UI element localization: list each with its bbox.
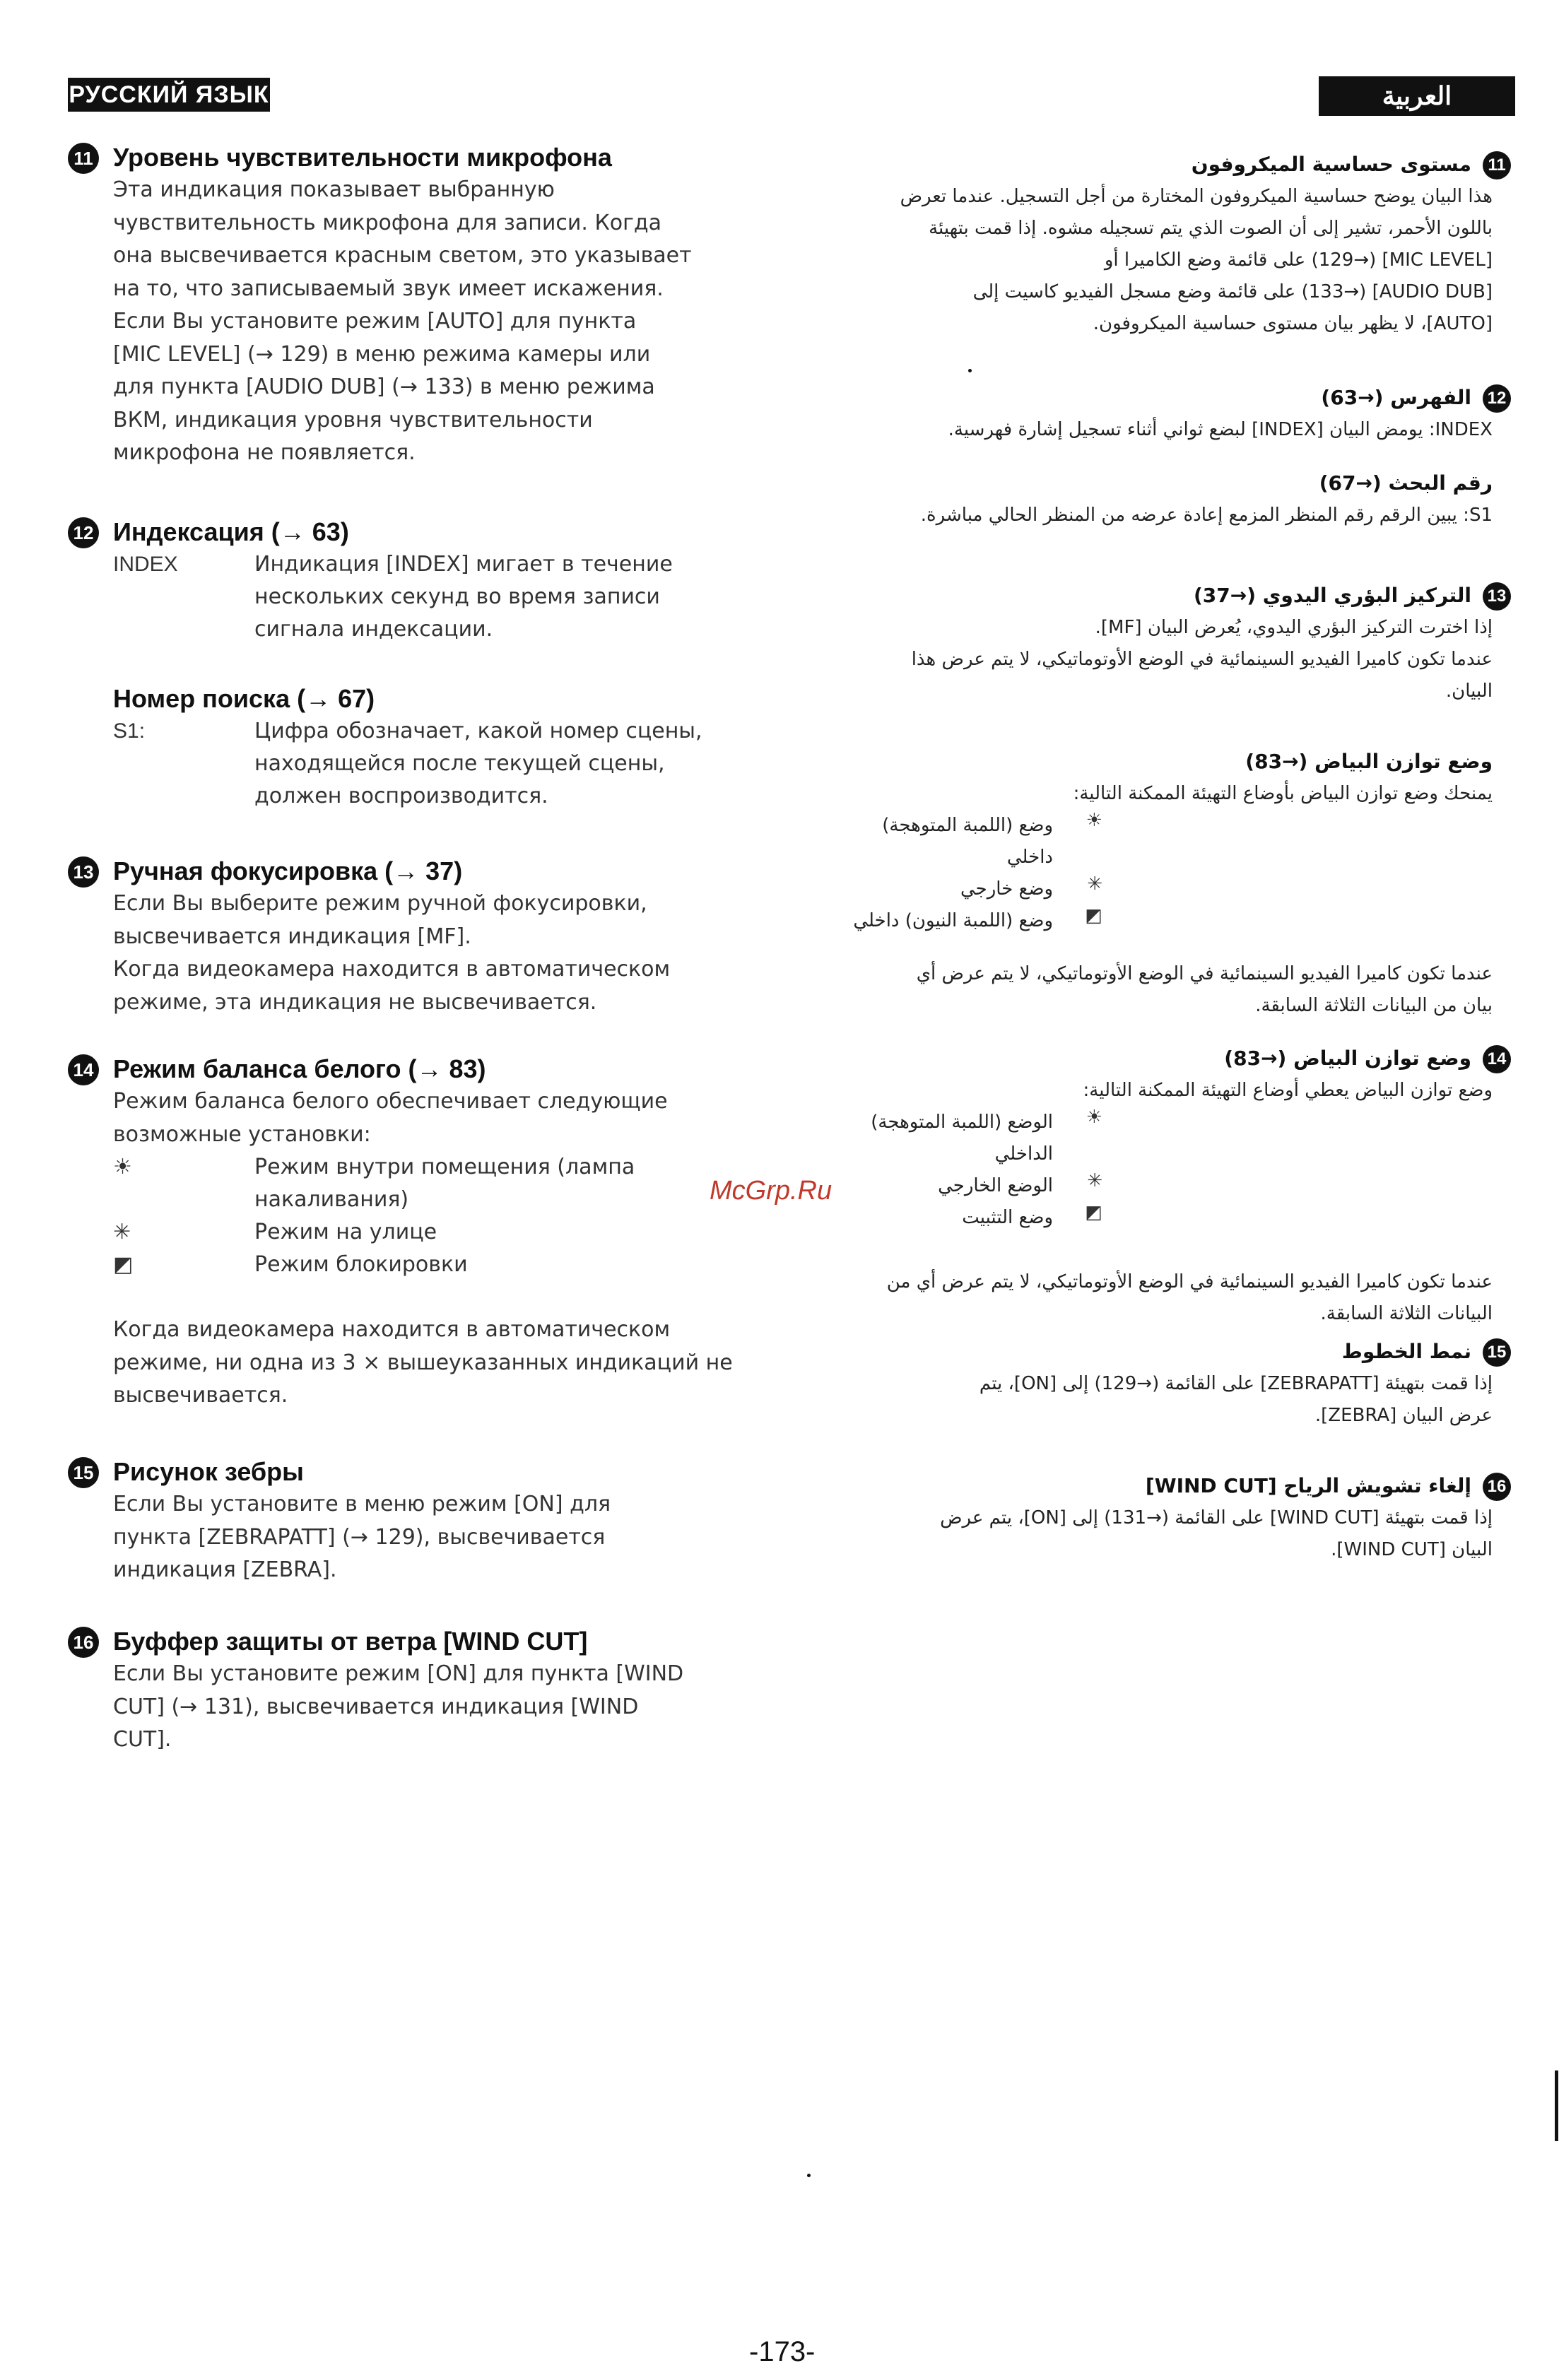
ru-heading-mic-level: Уровень чувствительности микрофона: [113, 143, 612, 172]
ar-wb-item: [841, 810, 1493, 873]
russian-language-tag: РУССКИЙ ЯЗЫК: [68, 78, 270, 112]
ar-line: [MIC LEVEL] (→129) على قائمة وضع الكاميرا أو: [1104, 249, 1493, 271]
ar-number-13: 13: [1483, 582, 1511, 611]
ar-line: [AUTO]، لا يظهر بيان مستوى حساسية الميكروفون.: [1093, 313, 1493, 334]
ar-wb-note: [841, 958, 1493, 1022]
arabic-language-tag: العربية: [1319, 76, 1515, 116]
ar-line: البيان.: [1445, 681, 1493, 702]
indoor-lamp-icon: ☀: [1086, 1107, 1102, 1128]
ru-line: чувствительность микрофона для записи. Когда: [113, 210, 661, 235]
ar-number-15: 15: [1483, 1338, 1511, 1367]
ru-heading-search-number: Номер поиска (→ 67): [113, 684, 375, 713]
ar-line: عندما تكون كاميرا الفيديو السينمائية في الوضع الأوتوماتيكي، لا يتم عرض هذا: [911, 649, 1493, 670]
ru-line: Если Вы выберите режим ручной фокусировки,: [113, 891, 647, 916]
ru-s1-key: S1:: [113, 719, 146, 743]
ar-s1-line: S1: يبين الرقم رقم المنظر المزمع إعادة عرضه من المنظر الحالي مباشرة.: [920, 505, 1493, 526]
ru-section-16: [68, 1625, 770, 1757]
outdoor-sun-icon: ✳: [1087, 1170, 1102, 1191]
ru-heading-white-balance: Режим баланса белого (→ 83): [113, 1054, 486, 1083]
ru-line: Эта индикация показывает выбранную: [113, 177, 555, 202]
ru-heading-wind-cut: Буффер защиты от ветра [WIND CUT]: [113, 1627, 588, 1656]
ar-line: عرض البيان [ZEBRA].: [1314, 1405, 1493, 1426]
ar-line: بيان من البيانات الثلاثة السابقة.: [1255, 995, 1493, 1016]
ru-line: CUT] (→ 131), высвечивается индикация [WIND: [113, 1694, 639, 1719]
outdoor-sun-icon: ✳: [1087, 873, 1102, 895]
ar-section-16: [841, 1470, 1507, 1566]
ar-wb-label: وضع (اللمبة المتوهجة) داخلي: [882, 815, 1053, 868]
ru-wb-item: [113, 1249, 763, 1281]
ar-line: إذا قمت بتهيئة [WIND CUT] على القائمة (→131) إلى [ON]، يتم عرض: [940, 1507, 1493, 1528]
watermark: McGrp.Ru: [710, 1176, 833, 1206]
ar-line: عندما تكون كاميرا الفيديو السينمائية في الوضع الأوتوماتيكي، لا يتم عرض أي من: [886, 1271, 1493, 1292]
ar-section-12: [841, 382, 1507, 531]
ar-line: إذا قمت بتهيئة [ZEBRAPATT] على القائمة (→129) إلى [ON]، يتم: [979, 1373, 1493, 1394]
ru-paragraph: [113, 1658, 770, 1757]
ru-line: индикация [ZEBRA].: [113, 1557, 337, 1582]
ar-wb2-item: [841, 1107, 1493, 1170]
ar-wb-item: [841, 905, 1493, 937]
ar-wb2-label: وضع التثبيت: [962, 1207, 1053, 1228]
ru-heading-zebra: Рисунок зебры: [113, 1457, 304, 1486]
ar-wb2-item: [841, 1170, 1493, 1202]
ru-line: Когда видеокамера находится в автоматическом: [113, 957, 671, 982]
ru-index-key: INDEX: [113, 553, 178, 576]
ar-line: باللون الأحمر، تشير إلى أن الصوت الذي يتم تسجيله مشوه. إذا قمت بتهيئة: [929, 218, 1493, 239]
ru-line: микрофона не появляется.: [113, 440, 416, 465]
ru-index-row: [113, 548, 749, 646]
ru-section-14: [68, 1053, 763, 1413]
ru-line: Если Вы установите в меню режим [ON] для: [113, 1492, 611, 1516]
ru-s1-value: Цифра обозначает, какой номер сцены, находящейся после текущей сцены, должен воспроизводится.: [254, 719, 702, 808]
ar-line: هذا البيان يوضح حساسية الميكروفون المختارة من أجل التسجيل. عندما تعرض: [900, 186, 1493, 207]
ar-wb-label: وضع (اللمبة النيون) داخلي: [853, 910, 1053, 931]
ru-line: Если Вы установите режим [ON] для пункта [WIND: [113, 1661, 684, 1686]
ru-section-13: [68, 855, 770, 1019]
ar-heading-index: الفهرس (→63): [1321, 386, 1471, 409]
ru-section-11: [68, 141, 770, 470]
ar-heading-zebra: نمط الخطوط: [1341, 1340, 1471, 1363]
ru-paragraph: [113, 1488, 770, 1587]
ru-line: пункта [ZEBRAPATT] (→ 129), высвечивается: [113, 1524, 606, 1550]
ar-section-14: [841, 1042, 1507, 1330]
ru-line: [MIC LEVEL] (→ 129) в меню режима камеры или: [113, 341, 651, 367]
ru-line: она высвечивается красным светом, это указывает: [113, 243, 692, 268]
ar-line: البيانات الثلاثة السابقة.: [1320, 1303, 1493, 1324]
ru-number-13: 13: [68, 856, 99, 888]
ru-heading-manual-focus: Ручная фокусировка (→ 37): [113, 856, 463, 885]
ru-wb-item: [113, 1216, 763, 1249]
ru-wb-item: [113, 1151, 763, 1216]
ru-paragraph: [113, 888, 770, 1019]
ru-heading-index: Индексация (→ 63): [113, 517, 349, 546]
ar-number-14: 14: [1483, 1045, 1511, 1073]
ru-number-16: 16: [68, 1627, 99, 1658]
ru-index-value: Индикация [INDEX] мигает в течение нескольких секунд во время записи сигнала индексации.: [254, 552, 673, 642]
page-number: -173-: [749, 2336, 816, 2367]
ar-line: عندما تكون كاميرا الفيديو السينمائية في الوضع الأوتوماتيكي، لا يتم عرض أي: [916, 963, 1493, 984]
ar-wb2-note: [841, 1266, 1493, 1330]
ru-line: ВКМ, индикация уровня чувствительности: [113, 407, 593, 432]
ar-heading-manual-focus: التركيز البؤري اليدوي (→37): [1193, 584, 1471, 607]
ar-wb2-item: [841, 1202, 1493, 1234]
ar-wb-section: [841, 746, 1493, 1022]
ar-section-11: [841, 148, 1506, 340]
ru-wb-intro: Режим баланса белого обеспечивает следующие возможные установки:: [113, 1089, 668, 1147]
ru-line: для пункта [AUDIO DUB] (→ 133) в меню режима: [113, 375, 655, 399]
ru-line: на то, что записываемый звук имеет искажения.: [113, 276, 664, 301]
fluorescent-lamp-icon: ◩: [1085, 905, 1102, 926]
ru-s1-row: [113, 715, 749, 813]
ru-number-15: 15: [68, 1457, 99, 1488]
ru-section-15: [68, 1456, 770, 1587]
scan-edge-mark: [1555, 2070, 1558, 2141]
ar-number-16: 16: [1483, 1473, 1511, 1501]
ar-number-11: 11: [1483, 151, 1511, 179]
ru-paragraph: [113, 174, 770, 470]
ar-heading-search-number: رقم البحث (→67): [1319, 471, 1493, 495]
ar-number-12: 12: [1483, 384, 1511, 413]
ar-line: [AUDIO DUB] (→133) على قائمة وضع مسجل الفيديو كاسيت إلى: [972, 281, 1493, 302]
scan-dot: [807, 2174, 811, 2177]
ru-line: CUT].: [113, 1727, 172, 1752]
indoor-lamp-icon: ☀: [113, 1155, 132, 1179]
ru-wb-note: Когда видеокамера находится в автоматическом режиме, ни одна из 3 × вышеуказанных индикаций не высвечивается.: [113, 1317, 733, 1408]
ar-wb-item: [841, 873, 1493, 905]
ru-number-12: 12: [68, 517, 99, 548]
ru-wb-label: Режим внутри помещения (лампа накаливания): [254, 1155, 635, 1212]
ar-heading-white-balance-2: وضع توازن البياض (→83): [1224, 1047, 1471, 1070]
ru-wb-label: Режим на улице: [254, 1220, 437, 1244]
ar-section-15: [841, 1336, 1507, 1432]
ar-wb2-label: الوضع الخارجي: [938, 1175, 1053, 1196]
ru-wb-label: Режим блокировки: [254, 1252, 468, 1277]
ru-line: высвечивается индикация [MF].: [113, 924, 471, 949]
ar-section-13: [841, 579, 1507, 707]
ru-number-11: 11: [68, 143, 99, 174]
hold-lock-icon: ◩: [113, 1253, 134, 1276]
ar-wb-label: وضع خارجي: [960, 878, 1053, 900]
ru-number-14: 14: [68, 1054, 99, 1085]
hold-lock-icon: ◩: [1085, 1202, 1102, 1223]
ar-line: البيان [WIND CUT].: [1331, 1539, 1493, 1560]
ar-heading-wind-cut: إلغاء تشويش الرياح [WIND CUT]: [1145, 1474, 1471, 1497]
ar-wb2-intro: وضع توازن البياض يعطي أوضاع التهيئة الممكنة التالية:: [1083, 1080, 1493, 1101]
ru-line: режиме, эта индикация не высвечивается.: [113, 989, 597, 1015]
ar-heading-white-balance: وضع توازن البياض (→83): [1245, 750, 1493, 773]
ar-index-line: INDEX: يومض البيان [INDEX] لبضع ثواني أثناء تسجيل إشارة فهرسية.: [948, 419, 1493, 440]
ru-section-12: [68, 516, 749, 813]
outdoor-sun-icon: ✳: [113, 1220, 131, 1244]
scan-dot: [968, 369, 972, 372]
ar-heading-mic-level: مستوى حساسية الميكروفون: [1191, 153, 1471, 176]
ar-line: إذا اخترت التركيز البؤري اليدوي، يُعرض البيان [MF].: [1095, 617, 1493, 638]
ru-line: Если Вы установите режим [AUTO] для пункта: [113, 309, 637, 334]
ar-wb2-label: الوضع (اللمبة المتوهجة) الداخلي: [871, 1112, 1053, 1165]
ar-wb-intro: يمنحك وضع توازن البياض بأوضاع التهيئة الممكنة التالية:: [1073, 783, 1493, 804]
indoor-lamp-icon: ☀: [1086, 810, 1102, 831]
